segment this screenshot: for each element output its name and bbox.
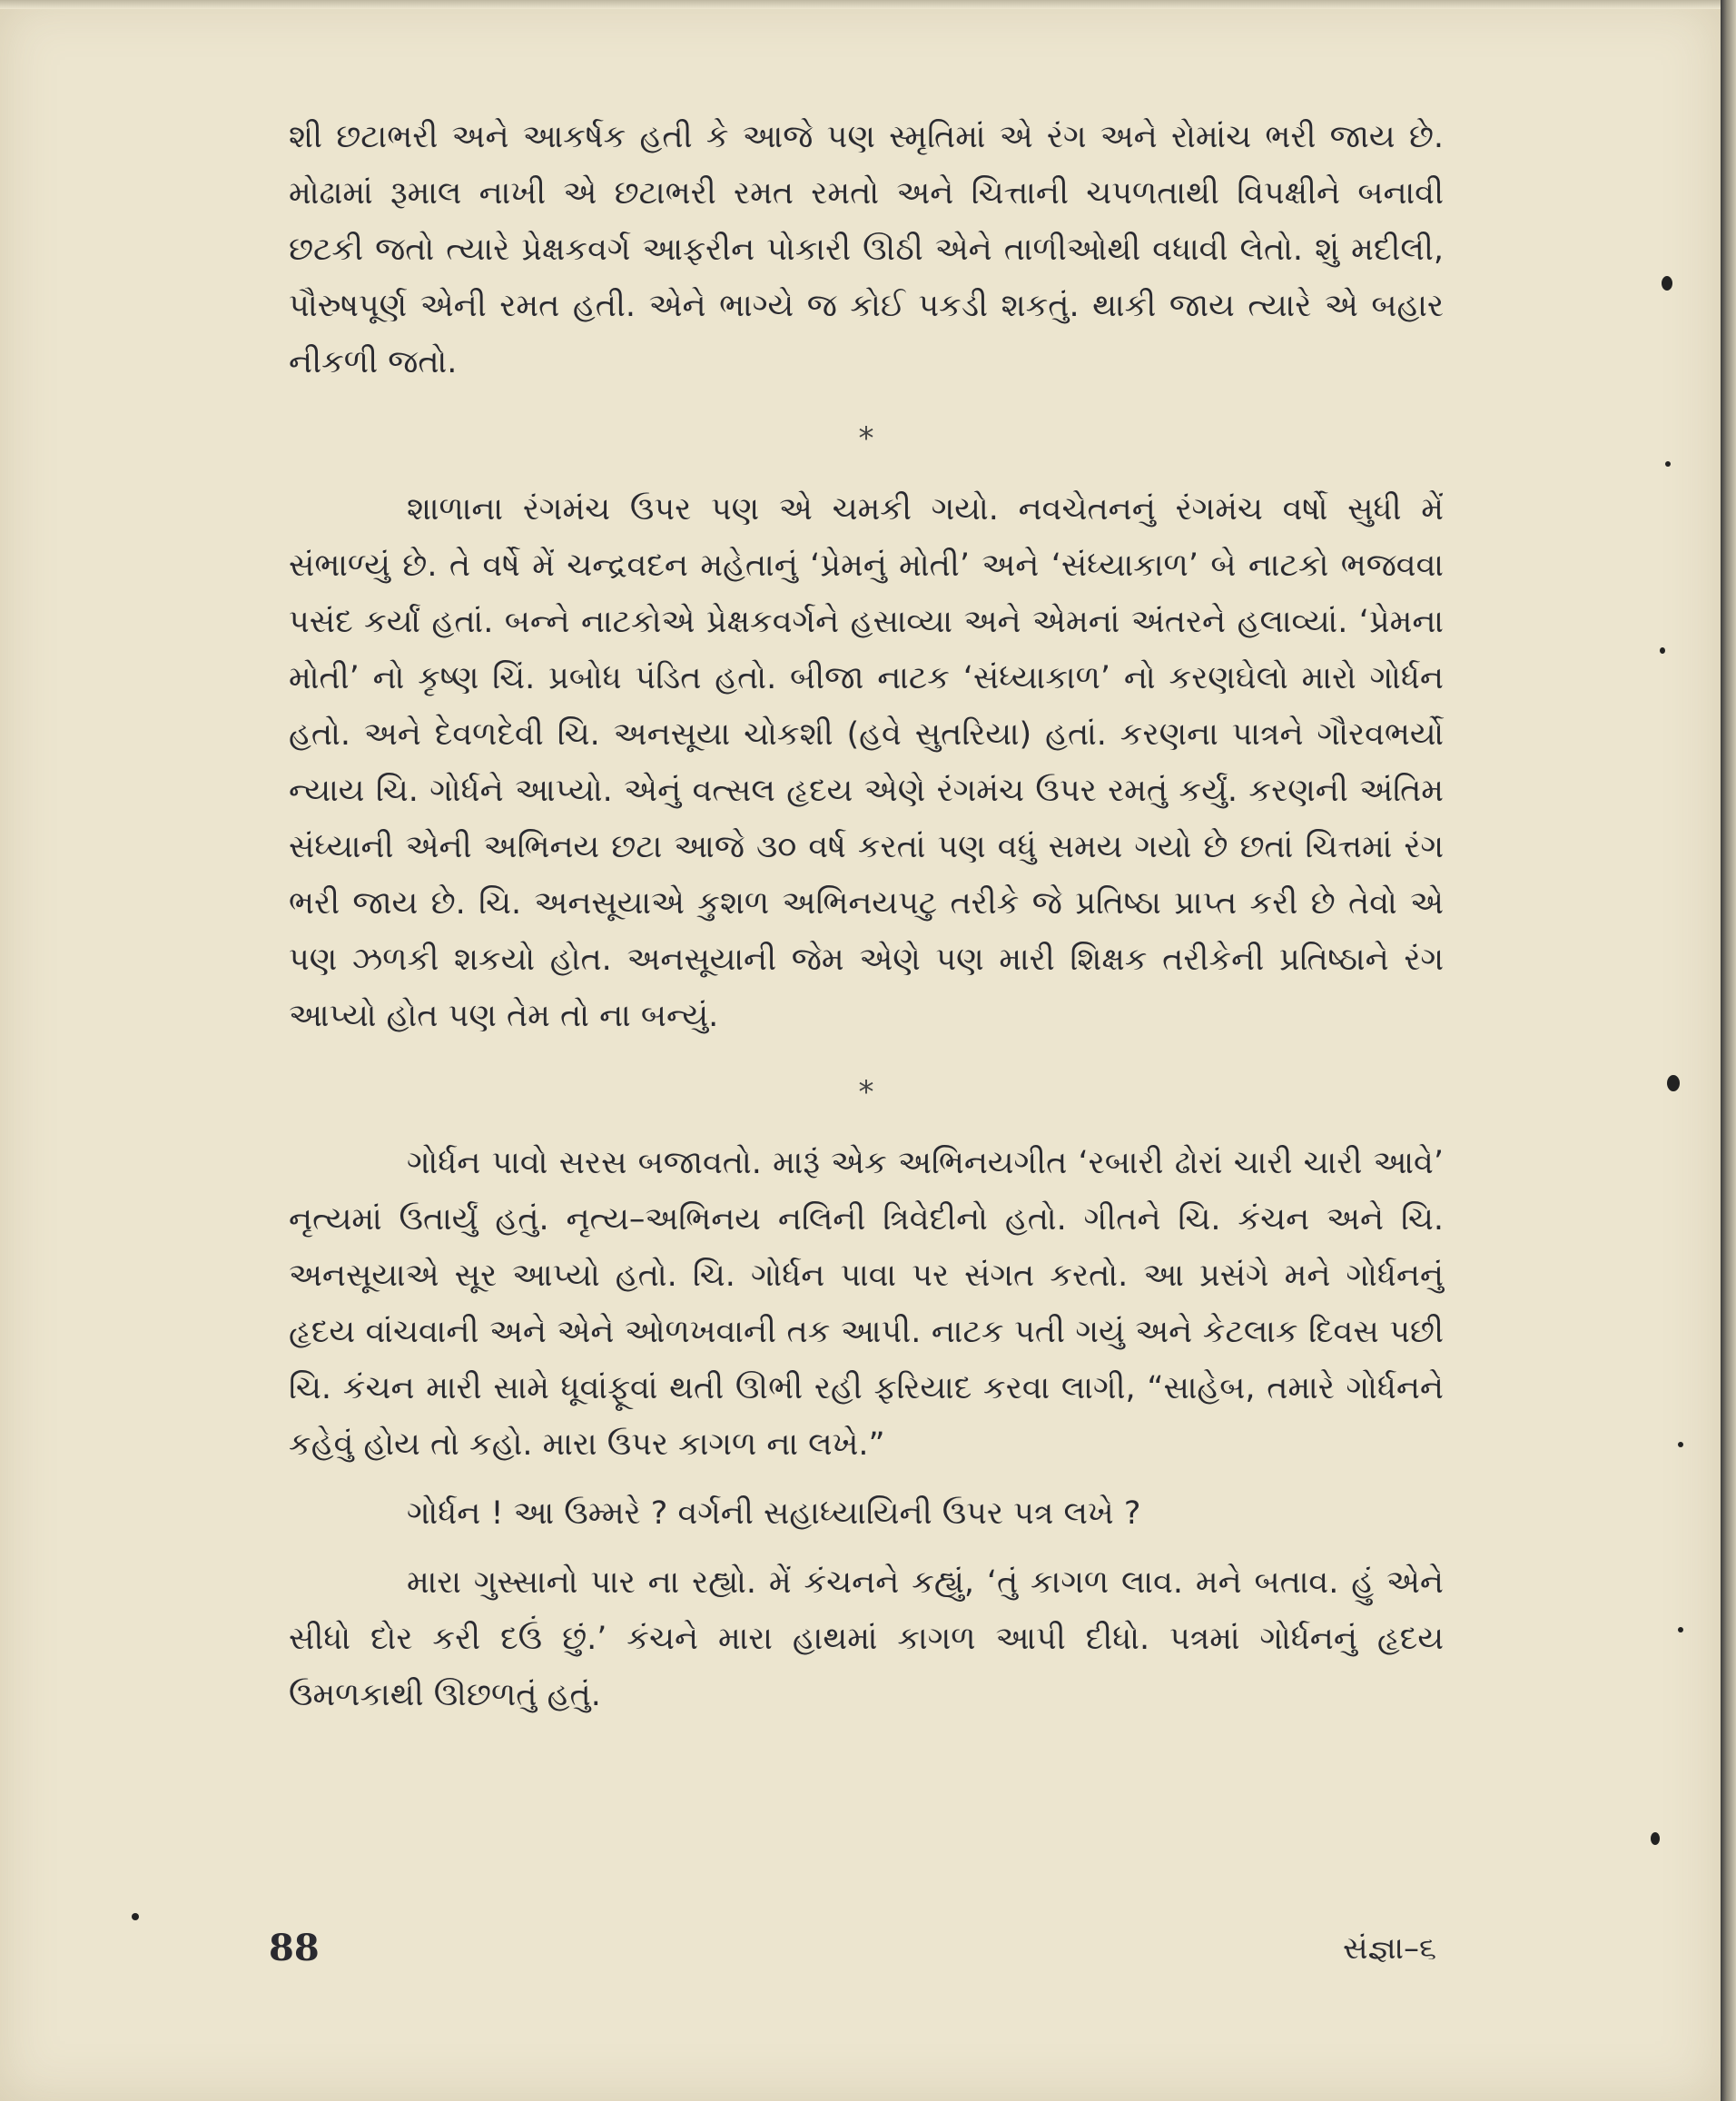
page-binding-edge	[1721, 0, 1736, 2101]
article-body	[289, 109, 1444, 1723]
print-speck	[1662, 276, 1672, 291]
print-speck	[1667, 1075, 1680, 1091]
paragraph-letter: મારા ગુસ્સાનો પાર ના રહ્યો. મેં કંચનને કહ્યું, ‘તું કાગળ લાવ. મને બતાવ. હું એને સીધો દોર કરી દઉં છું.’ કંચને મારા હાથમાં કાગળ આપી દીધો. પત્રમાં ગોર્ધનનું હૃદય ઉમળકાથી ઊછળતું હતું.	[289, 1564, 1444, 1713]
journal-reference: સંજ્ઞા–૬	[1342, 1930, 1436, 1967]
paragraph-exclamation: ગોર્ધન ! આ ઉમ્મરે ? વર્ગની સહાધ્યાયિની ઉપર પત્ર લખે ?	[407, 1495, 1141, 1532]
print-speck	[1660, 647, 1665, 654]
page-top-edge	[0, 0, 1736, 9]
print-speck	[1665, 461, 1671, 467]
section-separator: *	[858, 1074, 874, 1110]
page-number: 88	[269, 1927, 320, 1969]
paragraph-flute-song: ગોર્ધન પાવો સરસ બજાવતો. મારૂં એક અભિનયગીત ‘રબારી ઢોરાં ચારી ચારી આવે’ નૃત્યમાં ઉતાર્યું હતું. નૃત્ય–અભિનય નલિની ત્રિવેદીનો હતો. ગીતને ચિ. કંચન અને ચિ. અનસૂયાએ સૂર આપ્યો હતો. ચિ. ગોર્ધન પાવા પર સંગત કરતો. આ પ્રસંગે મને ગોર્ધનનું હૃદય વાંચવાની અને એને ઓળખવાની તક આપી. નાટક પતી ગયું અને કેટલાક દિવસ પછી ચિ. કંચન મારી સામે ધૂવાંફૂવાં થતી ઊભી રહી ફરિયાદ કરવા લાગી, “સાહેબ, તમારે ગોર્ધનને કહેવું હોય તો કહો. મારા ઉપર કાગળ ના લખે.”	[289, 1145, 1444, 1463]
paragraph-stage-drama: શાળાના રંગમંચ ઉપર પણ એ ચમકી ગયો. નવચેતનનું રંગમંચ વર્ષો સુધી મેં સંભાળ્યું છે. તે વર્ષે મેં ચન્દ્રવદન મહેતાનું ‘પ્રેમનું મોતી’ અને ‘સંધ્યાકાળ’ બે નાટકો ભજવવા પસંદ કર્યાં હતાં. બન્ને નાટકોએ પ્રેક્ષકવર્ગને હસાવ્યા અને એમનાં અંતરને હલાવ્યાં. ‘પ્રેમના મોતી’ નો કૃષ્ણ ચિં. પ્રબોધ પંડિત હતો. બીજા નાટક ‘સંધ્યાકાળ’ નો કરણઘેલો મારો ગોર્ધન હતો. અને દેવળદેવી ચિ. અનસૂયા ચોકશી (હવે સુતરિયા) હતાં. કરણના પાત્રને ગૌરવભર્યો ન્યાય ચિ. ગોર્ધને આપ્યો. એનું વત્સલ હૃદય એણે રંગમંચ ઉપર રમતું કર્યું. કરણની અંતિમ સંધ્યાની એની અભિનય છટા આજે ૩૦ વર્ષ કરતાં પણ વધું સમય ગયો છે છતાં ચિત્તમાં રંગ ભરી જાય છે. ચિ. અનસૂયાએ કુશળ અભિનયપટુ તરીકે જે પ્રતિષ્ઠા પ્રાપ્ત કરી છે તેવો એ પણ ઝળકી શકયો હોત. અનસૂયાની જેમ એણે પણ મારી શિક્ષક તરીકેની પ્રતિષ્ઠાને રંગ આપ્યો હોત પણ તેમ તો ના બન્યું.	[289, 491, 1445, 1034]
print-speck	[1651, 1832, 1660, 1845]
paragraph-kabaddi-game: શી છટાભરી અને આકર્ષક હતી કે આજે પણ સ્મૃતિમાં એ રંગ અને રોમાંચ ભરી જાય છે. મોઢામાં રૂમાલ નાખી એ છટાભરી રમત રમતો અને ચિત્તાની ચપળતાથી વિપક્ષીને બનાવી છટકી જતો ત્યારે પ્રેક્ષકવર્ગ આફરીન પોકારી ઊઠી એને તાળીઓથી વધાવી લેતો. શું મદીલી, પૌરુષપૂર્ણ એની રમત હતી. એને ભાગ્યે જ કોઈ પકડી શકતું. થાકી જાય ત્યારે એ બહાર નીકળી જતો.	[289, 119, 1444, 380]
print-speck	[1678, 1627, 1683, 1632]
section-separator: *	[858, 420, 874, 457]
print-speck	[132, 1913, 139, 1920]
print-speck	[1678, 1442, 1683, 1447]
